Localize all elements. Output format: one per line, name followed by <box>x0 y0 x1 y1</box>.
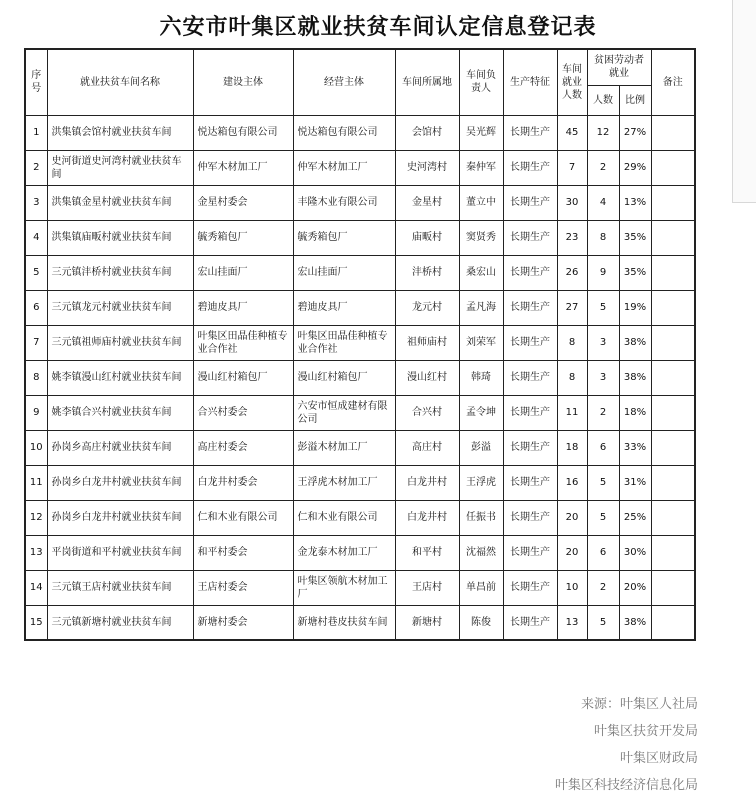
cell-poor-ratio: 30% <box>619 535 651 570</box>
cell-location: 白龙井村 <box>395 465 459 500</box>
cell-builder: 新塘村委会 <box>193 605 293 640</box>
footer-line: 叶集区扶贫开发局 <box>593 724 698 739</box>
cell-seq: 11 <box>25 465 47 500</box>
cell-name: 孙岗乡白龙井村就业扶贫车间 <box>47 500 193 535</box>
table-row <box>25 430 695 465</box>
cell-seq: 14 <box>25 570 47 605</box>
cell-feature: 长期生产 <box>503 290 557 325</box>
cell-manager: 王浮虎 <box>459 465 503 500</box>
cell-builder: 合兴村委会 <box>193 395 293 430</box>
cell-manager: 董立中 <box>459 185 503 220</box>
cell-employees: 8 <box>557 360 587 395</box>
cell-poor-count: 5 <box>587 500 619 535</box>
cell-feature: 长期生产 <box>503 115 557 150</box>
cell-poor-ratio: 13% <box>619 185 651 220</box>
cell-manager: 单昌前 <box>459 570 503 605</box>
cell-employees: 26 <box>557 255 587 290</box>
cell-manager: 韩琦 <box>459 360 503 395</box>
cell-seq: 6 <box>25 290 47 325</box>
cell-feature: 长期生产 <box>503 325 557 360</box>
cell-remark <box>651 290 695 325</box>
cell-employees: 45 <box>557 115 587 150</box>
cell-poor-ratio: 25% <box>619 500 651 535</box>
cell-poor-count: 6 <box>587 430 619 465</box>
cell-seq: 8 <box>25 360 47 395</box>
cell-name: 三元镇祖师庙村就业扶贫车间 <box>47 325 193 360</box>
cell-employees: 13 <box>557 605 587 640</box>
cell-feature: 长期生产 <box>503 360 557 395</box>
cell-manager: 窦贤秀 <box>459 220 503 255</box>
cell-name: 洪集镇会馆村就业扶贫车间 <box>47 115 193 150</box>
table-row <box>25 220 695 255</box>
cell-feature: 长期生产 <box>503 465 557 500</box>
cell-location: 合兴村 <box>395 395 459 430</box>
cell-employees: 18 <box>557 430 587 465</box>
cell-manager: 孟凡海 <box>459 290 503 325</box>
cell-name: 孙岗乡高庄村就业扶贫车间 <box>47 430 193 465</box>
cell-poor-ratio: 31% <box>619 465 651 500</box>
cell-name: 洪集镇金星村就业扶贫车间 <box>47 185 193 220</box>
cell-employees: 27 <box>557 290 587 325</box>
cell-poor-ratio: 33% <box>619 430 651 465</box>
cell-name: 三元镇龙元村就业扶贫车间 <box>47 290 193 325</box>
cell-remark <box>651 220 695 255</box>
cell-name: 姚李镇漫山红村就业扶贫车间 <box>47 360 193 395</box>
cell-employees: 8 <box>557 325 587 360</box>
cell-remark <box>651 500 695 535</box>
table-row <box>25 465 695 500</box>
cell-operator: 丰隆木业有限公司 <box>293 185 395 220</box>
cell-operator: 仲军木材加工厂 <box>293 150 395 185</box>
cell-poor-ratio: 35% <box>619 220 651 255</box>
cell-manager: 沈福然 <box>459 535 503 570</box>
cell-location: 会馆村 <box>395 115 459 150</box>
header-location: 车间所属地 <box>395 49 459 115</box>
cell-operator: 碧迪皮具厂 <box>293 290 395 325</box>
cell-poor-ratio: 38% <box>619 360 651 395</box>
header-poor-count: 人数 <box>587 85 619 115</box>
cell-builder: 白龙井村委会 <box>193 465 293 500</box>
cell-operator: 悦达箱包有限公司 <box>293 115 395 150</box>
cell-employees: 23 <box>557 220 587 255</box>
cell-operator: 漫山红村箱包厂 <box>293 360 395 395</box>
cell-manager: 吴光辉 <box>459 115 503 150</box>
cell-poor-count: 2 <box>587 395 619 430</box>
cell-name: 三元镇新塘村就业扶贫车间 <box>47 605 193 640</box>
header-builder: 建设主体 <box>193 49 293 115</box>
cell-feature: 长期生产 <box>503 570 557 605</box>
cell-operator: 金龙泰木材加工厂 <box>293 535 395 570</box>
cell-poor-count: 8 <box>587 220 619 255</box>
cell-remark <box>651 150 695 185</box>
cell-manager: 秦仲军 <box>459 150 503 185</box>
cell-seq: 12 <box>25 500 47 535</box>
cell-manager: 陈俊 <box>459 605 503 640</box>
header-poor-group: 贫困劳动者就业 <box>587 49 651 85</box>
cell-seq: 13 <box>25 535 47 570</box>
table-row <box>25 535 695 570</box>
cell-remark <box>651 360 695 395</box>
cell-location: 祖师庙村 <box>395 325 459 360</box>
cell-poor-ratio: 29% <box>619 150 651 185</box>
cell-location: 史河湾村 <box>395 150 459 185</box>
table-row <box>25 500 695 535</box>
cell-feature: 长期生产 <box>503 535 557 570</box>
cell-builder: 仁和木业有限公司 <box>193 500 293 535</box>
cell-remark <box>651 115 695 150</box>
cell-seq: 7 <box>25 325 47 360</box>
table-row <box>25 115 695 150</box>
cell-manager: 彭溢 <box>459 430 503 465</box>
cell-location: 高庄村 <box>395 430 459 465</box>
cell-employees: 30 <box>557 185 587 220</box>
cell-name: 孙岗乡白龙井村就业扶贫车间 <box>47 465 193 500</box>
cell-feature: 长期生产 <box>503 255 557 290</box>
cell-poor-ratio: 18% <box>619 395 651 430</box>
cell-name: 三元镇沣桥村就业扶贫车间 <box>47 255 193 290</box>
table-row <box>25 325 695 360</box>
cell-builder: 碧迪皮具厂 <box>193 290 293 325</box>
cell-location: 沣桥村 <box>395 255 459 290</box>
table-row <box>25 290 695 325</box>
cell-seq: 15 <box>25 605 47 640</box>
cell-feature: 长期生产 <box>503 605 557 640</box>
cell-feature: 长期生产 <box>503 185 557 220</box>
cell-builder: 王店村委会 <box>193 570 293 605</box>
cell-poor-ratio: 27% <box>619 115 651 150</box>
cell-feature: 长期生产 <box>503 220 557 255</box>
cell-feature: 长期生产 <box>503 150 557 185</box>
cell-builder: 金星村委会 <box>193 185 293 220</box>
table-row <box>25 605 695 640</box>
cell-poor-count: 3 <box>587 360 619 395</box>
cell-operator: 毓秀箱包厂 <box>293 220 395 255</box>
cell-seq: 3 <box>25 185 47 220</box>
cell-builder: 毓秀箱包厂 <box>193 220 293 255</box>
cell-feature: 长期生产 <box>503 395 557 430</box>
table-row <box>25 395 695 430</box>
cell-builder: 宏山挂面厂 <box>193 255 293 290</box>
cell-operator: 王浮虎木材加工厂 <box>293 465 395 500</box>
cell-remark <box>651 465 695 500</box>
cell-remark <box>651 185 695 220</box>
cell-location: 白龙井村 <box>395 500 459 535</box>
header-feature: 生产特征 <box>503 49 557 115</box>
cell-operator: 叶集区田晶佳种植专业合作社 <box>293 325 395 360</box>
table-row <box>25 150 695 185</box>
cell-remark <box>651 395 695 430</box>
table-row <box>25 360 695 395</box>
cell-builder: 漫山红村箱包厂 <box>193 360 293 395</box>
cell-name: 姚李镇合兴村就业扶贫车间 <box>47 395 193 430</box>
cell-remark <box>651 430 695 465</box>
cell-location: 漫山红村 <box>395 360 459 395</box>
cell-builder: 叶集区田晶佳种植专业合作社 <box>193 325 293 360</box>
cell-remark <box>651 605 695 640</box>
cell-manager: 任振书 <box>459 500 503 535</box>
cell-remark <box>651 255 695 290</box>
table-row <box>25 255 695 290</box>
cell-poor-count: 2 <box>587 150 619 185</box>
page-title: 六安市叶集区就业扶贫车间认定信息登记表 <box>159 15 597 40</box>
cell-employees: 11 <box>557 395 587 430</box>
cell-builder: 仲军木材加工厂 <box>193 150 293 185</box>
cell-builder: 悦达箱包有限公司 <box>193 115 293 150</box>
table-header <box>25 49 695 115</box>
cell-poor-ratio: 38% <box>619 605 651 640</box>
header-remark: 备注 <box>651 49 695 115</box>
cell-builder: 高庄村委会 <box>193 430 293 465</box>
cell-feature: 长期生产 <box>503 500 557 535</box>
cell-seq: 2 <box>25 150 47 185</box>
cell-operator: 叶集区领航木材加工厂 <box>293 570 395 605</box>
cell-poor-count: 4 <box>587 185 619 220</box>
cell-poor-count: 5 <box>587 290 619 325</box>
cell-poor-ratio: 19% <box>619 290 651 325</box>
footer-line: 叶集区财政局 <box>619 751 698 766</box>
cell-poor-count: 3 <box>587 325 619 360</box>
footer-line: 叶集区科技经济信息化局 <box>554 778 698 793</box>
cell-name: 洪集镇庙畈村就业扶贫车间 <box>47 220 193 255</box>
cell-operator: 彭溢木材加工厂 <box>293 430 395 465</box>
cell-name: 史河街道史河湾村就业扶贫车间 <box>47 150 193 185</box>
footer-line: 来源：叶集区人社局 <box>580 697 698 712</box>
cell-poor-count: 5 <box>587 465 619 500</box>
cell-poor-ratio: 35% <box>619 255 651 290</box>
header-seq: 序号 <box>25 49 47 115</box>
table-body <box>25 115 695 640</box>
cell-operator: 新塘村巷皮扶贫车间 <box>293 605 395 640</box>
cell-feature: 长期生产 <box>503 430 557 465</box>
cell-remark <box>651 570 695 605</box>
cell-location: 新塘村 <box>395 605 459 640</box>
cell-seq: 1 <box>25 115 47 150</box>
cell-operator: 六安市恒成建材有限公司 <box>293 395 395 430</box>
cell-remark <box>651 535 695 570</box>
cell-name: 三元镇王店村就业扶贫车间 <box>47 570 193 605</box>
cell-employees: 20 <box>557 535 587 570</box>
cell-manager: 桑宏山 <box>459 255 503 290</box>
table-row <box>25 185 695 220</box>
cell-location: 金星村 <box>395 185 459 220</box>
cell-location: 龙元村 <box>395 290 459 325</box>
cell-employees: 10 <box>557 570 587 605</box>
header-name: 就业扶贫车间名称 <box>47 49 193 115</box>
cell-name: 平岗街道和平村就业扶贫车间 <box>47 535 193 570</box>
cell-poor-count: 2 <box>587 570 619 605</box>
cell-manager: 孟令坤 <box>459 395 503 430</box>
cell-location: 庙畈村 <box>395 220 459 255</box>
cell-employees: 16 <box>557 465 587 500</box>
cell-builder: 和平村委会 <box>193 535 293 570</box>
cell-seq: 5 <box>25 255 47 290</box>
cell-poor-count: 12 <box>587 115 619 150</box>
cell-seq: 9 <box>25 395 47 430</box>
header-poor-ratio: 比例 <box>619 85 651 115</box>
cell-seq: 4 <box>25 220 47 255</box>
header-employees: 车间就业人数 <box>557 49 587 115</box>
cell-location: 王店村 <box>395 570 459 605</box>
cell-operator: 宏山挂面厂 <box>293 255 395 290</box>
cell-manager: 刘荣军 <box>459 325 503 360</box>
workshop-table <box>24 48 696 641</box>
header-manager: 车间负责人 <box>459 49 503 115</box>
cell-operator: 仁和木业有限公司 <box>293 500 395 535</box>
cell-employees: 20 <box>557 500 587 535</box>
cell-poor-count: 9 <box>587 255 619 290</box>
cell-poor-ratio: 20% <box>619 570 651 605</box>
cell-remark <box>651 325 695 360</box>
cell-location: 和平村 <box>395 535 459 570</box>
cell-employees: 7 <box>557 150 587 185</box>
cell-poor-count: 6 <box>587 535 619 570</box>
header-operator: 经营主体 <box>293 49 395 115</box>
cell-poor-ratio: 38% <box>619 325 651 360</box>
table-row <box>25 570 695 605</box>
cell-poor-count: 5 <box>587 605 619 640</box>
cell-seq: 10 <box>25 430 47 465</box>
